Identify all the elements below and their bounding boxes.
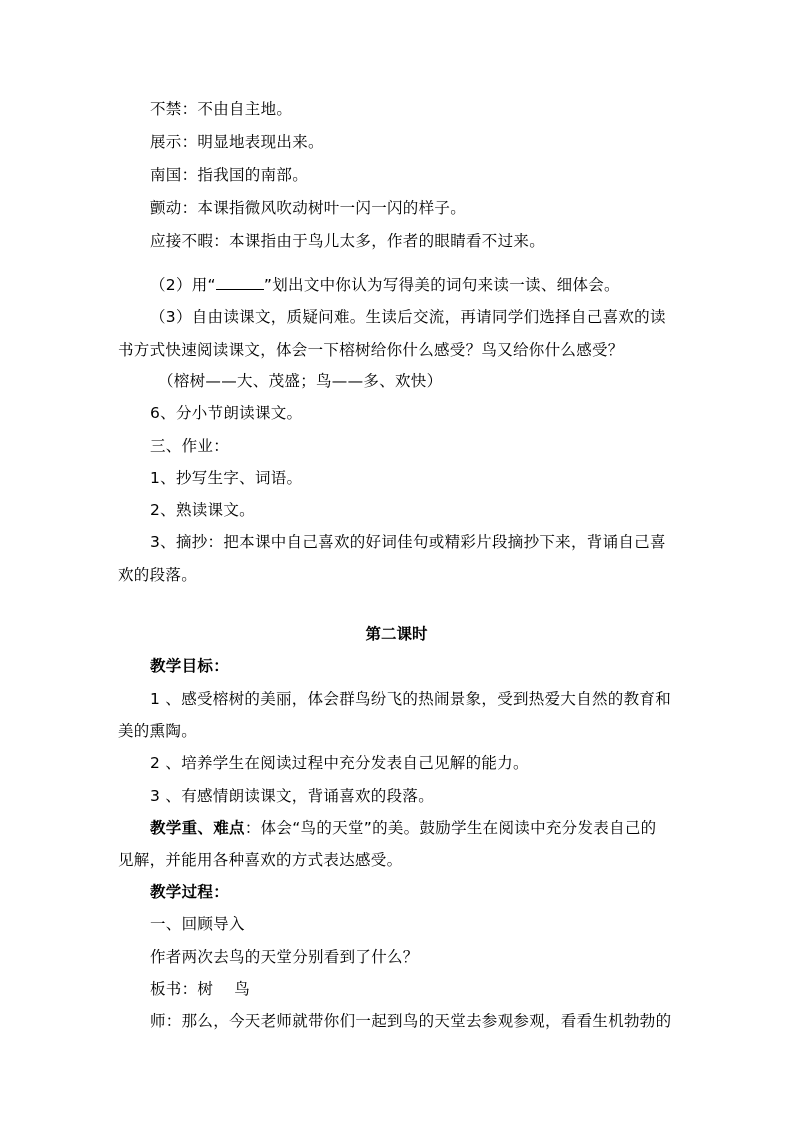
- definition-chandong: 颤动：本课指微风吹动树叶一闪一闪的样子。: [150, 199, 467, 217]
- lesson-title: 第二课时: [365, 625, 428, 643]
- goal-1b: 美的熏陶。: [118, 722, 198, 740]
- goal-3: 3 、有感情朗读课文，背诵喜欢的段落。: [150, 787, 434, 805]
- definition-nanguo: 南国：指我国的南部。: [150, 166, 309, 184]
- key-points-text: ：体会“鸟的天堂”的美。鼓励学生在阅读中充分发表自己的: [244, 819, 657, 837]
- goal-2: 2 、培养学生在阅读过程中充分发表自己见解的能力。: [150, 754, 529, 772]
- answer-note: （榕树——大、茂盛；鸟——多、欢快）: [158, 372, 443, 390]
- definition-bujin: 不禁：不由自主地。: [150, 100, 293, 118]
- process-question: 作者两次去鸟的天堂分别看到了什么？: [150, 948, 419, 966]
- instruction-underline: [150, 275, 620, 295]
- underline-blank: [216, 275, 264, 290]
- process-step-1: 一、回顾导入: [150, 915, 245, 933]
- key-points-heading: 教学重、难点: [150, 819, 245, 837]
- homework-3a: 3、摘抄：把本课中自己喜欢的好词佳句或精彩片段摘抄下来，背诵自己喜: [150, 533, 666, 551]
- instruction-underline-prefix: （2）用“: [150, 276, 216, 294]
- homework-3b: 欢的段落。: [118, 566, 198, 584]
- definition-yingjiebuxia: 应接不暇：本课指由于鸟儿太多，作者的眼睛看不过来。: [150, 232, 546, 250]
- key-points: [150, 818, 656, 838]
- key-points-continued: 见解，并能用各种喜欢的方式表达感受。: [118, 851, 403, 869]
- section-homework: 三、作业：: [150, 437, 230, 455]
- homework-2: 2、熟读课文。: [150, 501, 255, 519]
- instruction-free-read-2: 书方式快速阅读课文，体会一下榕树给你什么感受？鸟又给你什么感受？: [118, 341, 624, 359]
- board-writing: 板书：树 鸟: [150, 980, 251, 998]
- homework-1: 1、抄写生字、词语。: [150, 469, 303, 487]
- teacher-line: 师：那么，今天老师就带你们一起到鸟的天堂去参观参观，看看生机勃勃的: [150, 1012, 672, 1030]
- instruction-underline-suffix: ”划出文中你认为写得美的词句来读一读、细体会。: [263, 276, 620, 294]
- instruction-free-read-1: （3）自由读课文，质疑问难。生读后交流，再请同学们选择自己喜欢的读: [150, 308, 666, 326]
- process-heading: 教学过程：: [150, 883, 230, 901]
- goal-1a: 1 、感受榕树的美丽，体会群鸟纷飞的热闹景象，受到热爱大自然的教育和: [150, 690, 671, 708]
- goals-heading: 教学目标：: [150, 657, 230, 675]
- step-6: 6、分小节朗读课文。: [150, 404, 303, 422]
- definition-zhanshi: 展示：明显地表现出来。: [150, 133, 324, 151]
